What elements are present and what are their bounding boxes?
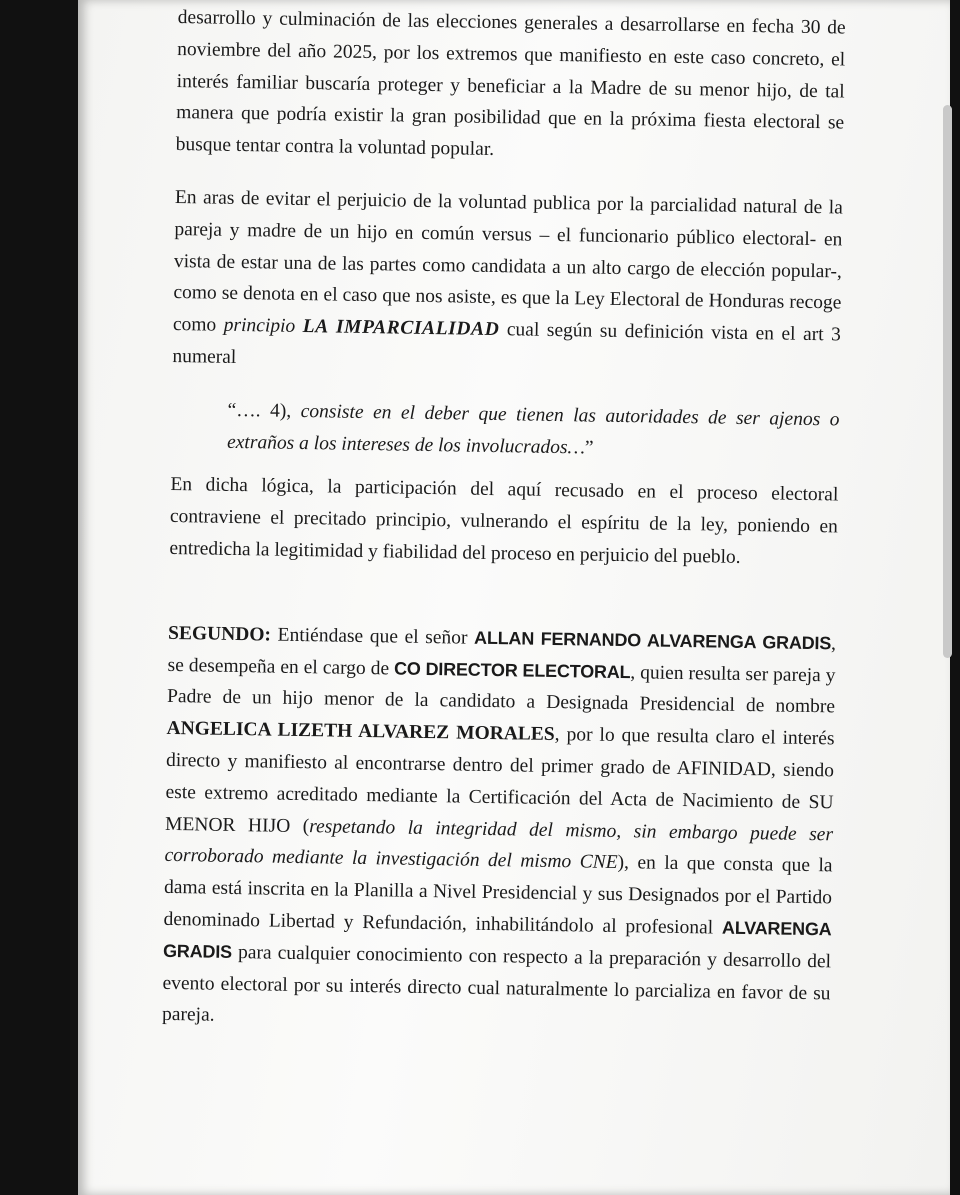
text-run: ), en la que consta que la dama está inscrita en la Planilla a Nivel Presidencial y sus Designados por el Partido denominado Libertad y Refundación, inhabilitándolo al profesional	[163, 852, 833, 939]
text-run: , se desempeña en el cargo de	[167, 633, 837, 680]
text-run: , quien resulta ser pareja y Padre de un hijo menor de la candidato a Designada Presidencial de nombre	[166, 661, 836, 718]
text-run: para cualquier conocimiento con respecto a la preparación y desarrollo del evento electoral por su interés directo cual naturalmente lo parcializa en favor de su pareja.	[161, 941, 832, 1027]
legal-quote	[227, 395, 840, 468]
role-title: CO DIRECTOR ELECTORAL	[393, 658, 631, 682]
section-heading: SEGUNDO:	[167, 622, 272, 646]
scrollbar-thumb[interactable]	[943, 105, 952, 658]
text-italic: respetando la integridad del mismo, sin embargo puede ser corroborado mediante la investigación del mismo CNE	[164, 815, 834, 874]
page-text	[162, 2, 846, 1062]
text-run: , por lo que resulta claro el interés directo y manifiesto al encontrarse dentro del primer grado de AFINIDAD, siendo este extremo acreditado mediante la Certificación del Acta de Nacimiento de SU MENOR HIJO (	[164, 724, 835, 837]
person-name: ALVARENGA GRADIS	[162, 917, 832, 962]
text-bold-principle: LA IMPARCIALIDAD	[302, 316, 500, 341]
candidate-name: ANGELICA LIZETH ALVAREZ MORALES	[166, 718, 555, 746]
paragraph-segundo	[162, 618, 836, 1042]
document-page	[78, 0, 950, 1195]
paragraph-text	[162, 618, 836, 1042]
quote-open: “…. 4),	[227, 399, 301, 422]
paragraph-continuation	[176, 2, 846, 171]
paragraph-text: En dicha lógica, la participación del aquí recusado en el proceso electoral contraviene el precitado principio, vulnerando el espíritu de la ley, poniendo en entredicha la legitimidad y fiabilidad del proceso en perjuicio del pueblo.	[169, 474, 839, 568]
text-italic: principio	[223, 314, 296, 338]
paragraph-logica	[169, 469, 838, 575]
quote-close: ”	[584, 437, 594, 459]
paragraph-text: desarrollo y culminación de las elecciones generales a desarrollarse en fecha 30 de noviembre del año 2025, por los extremos que manifiesto en este caso concreto, el interés familiar buscaría proteger y beneficiar a la Madre de su menor hijo, de tal manera que podría existir la gran posibilidad que en la próxima fiesta electoral se busque tentar contra la voluntad popular.	[175, 6, 846, 161]
paragraph-text	[172, 182, 843, 383]
text-run: Entiéndase que el señor	[270, 624, 475, 649]
person-name: ALLAN FERNANDO ALVARENGA GRADIS	[473, 627, 832, 654]
paragraph-imparcialidad	[172, 182, 843, 383]
text-run: En aras de evitar el perjuicio de la voluntad publica por la parcialidad natural de la pareja y madre de un hijo en común versus – el funcionario público electoral- en vista de estar una de las partes como candidata a un alto cargo de elección popular-, como se denota en el caso que nos asiste, es que la Ley Electoral de Honduras recoge como	[172, 186, 844, 336]
text-run: cual según su definición vista en el art 3 numeral	[172, 319, 842, 368]
quote-text: consiste en el deber que tienen las autoridades de ser ajenos o extraños a los intereses de los involucrados…	[226, 400, 840, 459]
